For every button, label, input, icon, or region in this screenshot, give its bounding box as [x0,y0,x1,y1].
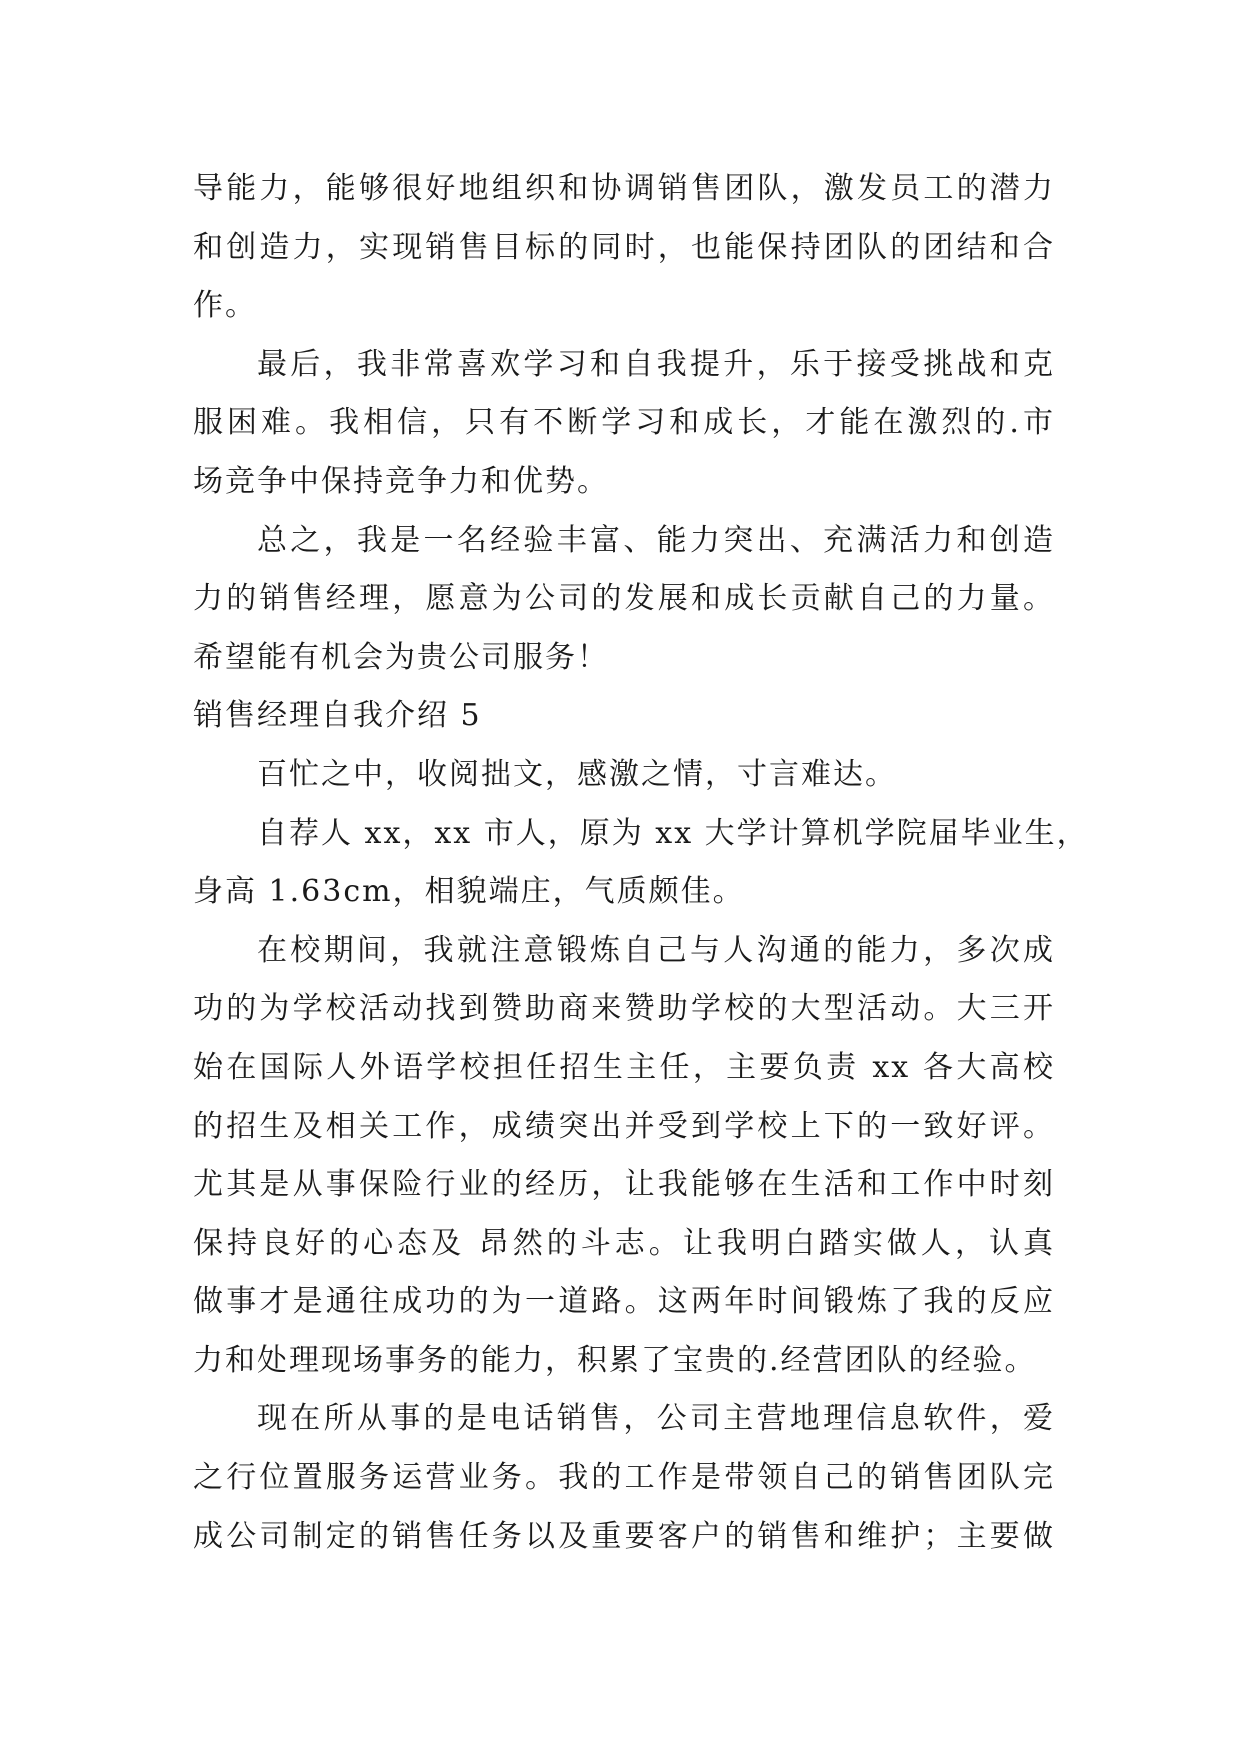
text-line: 希望能有机会为贵公司服务！ [193,639,609,675]
paragraph-start-line: 在校期间，我就注意锻炼自己与人沟通的能力，多次成 [257,932,1055,968]
text-line: 力的销售经理，愿意为公司的发展和成长贡献自己的力量。 [193,581,1055,617]
paragraph-start-line: 百忙之中，收阅拙文，感激之情，寸言难达。 [257,756,897,792]
paragraph-start-line: 总之，我是一名经验丰富、能力突出、充满活力和创造 [257,522,1055,558]
text-line: 导能力，能够很好地组织和协调销售团队，激发员工的潜力 [193,171,1055,206]
text-line: 始在国际人外语学校担任招生主任，主要负责 xx 各大高校 [193,1049,1055,1085]
text-line: 之行位置服务运营业务。我的工作是带领自己的销售团队完 [193,1460,1055,1496]
text-line: 成公司制定的销售任务以及重要客户的销售和维护；主要做 [193,1518,1055,1554]
text-line: 身高 1.63cm，相貌端庄，气质颇佳。 [193,874,745,910]
text-line: 功的为学校活动找到赞助商来赞助学校的大型活动。大三开 [193,991,1055,1027]
text-line: 场竞争中保持竞争力和优势。 [193,463,609,499]
text-line: 力和处理现场事务的能力，积累了宝贵的.经营团队的经验。 [193,1342,1037,1378]
text-line: 尤其是从事保险行业的经历，让我能够在生活和工作中时刻 [193,1167,1055,1203]
text-line: 和创造力，实现销售目标的同时，也能保持团队的团结和合 [193,229,1055,265]
text-line: 作。 [193,288,257,324]
document-page [193,160,1089,1566]
section-heading: 销售经理自我介绍 5 [193,698,482,734]
text-line: 保持良好的心态及 昂然的斗志。让我明白踏实做人，认真 [193,1225,1055,1261]
paragraph-start-line: 最后，我非常喜欢学习和自我提升，乐于接受挑战和克 [257,346,1055,382]
paragraph-start-line: 现在所从事的是电话销售，公司主营地理信息软件，爱 [257,1401,1055,1437]
text-line: 的招生及相关工作，成绩突出并受到学校上下的一致好评。 [193,1108,1055,1144]
text-line: 服困难。我相信，只有不断学习和成长，才能在激烈的.市 [193,405,1055,441]
text-line: 做事才是通往成功的为一道路。这两年时间锻炼了我的反应 [193,1284,1055,1320]
paragraph-start-line: 自荐人 xx，xx 市人，原为 xx 大学计算机学院届毕业生， [257,815,1089,851]
